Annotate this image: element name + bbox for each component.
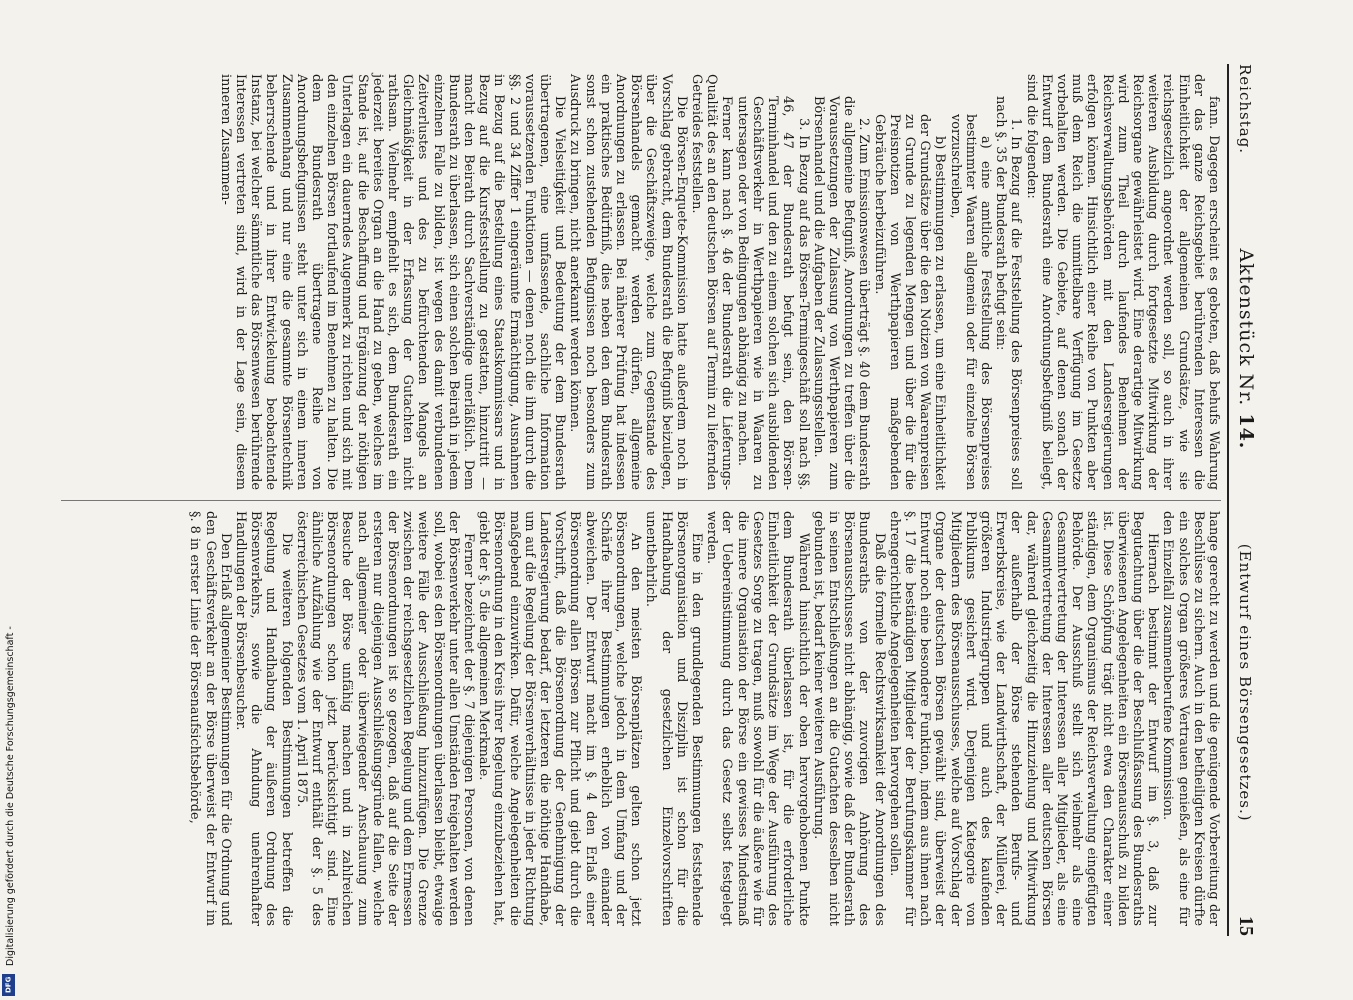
- paragraph: Die Börsen-Enquete-Kommission hatte außerdem noch in Vorschlag gebracht, dem Bundesrath die Befugniß beizulegen, über die Geschäftszweige, welche zum Gegenstande des Börsenhandels gemacht werden dürfen, allgemeine Anordnungen zu erlassen. Bei näherer Prüfung hat indessen ein praktisches Bedürfniß, dies neben den dem Bundesrath sonst schon zustehenden Befugnissen noch besonders zum Ausdruck zu bringen, nicht anerkannt werden können.: [567, 74, 689, 490]
- page-header: [1227, 64, 1257, 936]
- text-columns: [61, 64, 1221, 936]
- paragraph: Hiernach bestimmt der Entwurf im §. 3, daß zur Begutachtung über die der Beschlußfassung des Bundesraths überwiesenen Angelegenheiten ein Börsenausschuß zu bilden ist. Diese Schöpfung trägt nicht etwa den Charakter einer ständigen, dem Organismus der Reichsverwaltung eingefügten Behörde. Der Ausschuß stellt sich vielmehr als eine Gesammtvertretung der Interessen aller Mitglieder, als eine Gesammtvertretung der Interessen aller deutschen Börsen dar, während gleichzeitig die Hinzuziehung und Mitwirkung der außerhalb der Börse stehenden Berufs- und Erwerbskreise, wie der Landwirthschaft, der Müllerei, der größeren Industriegruppen und auch des kaufenden Publikums gesichert wird. Derjenigen Kategorie von Mitgliedern des Börsenausschusses, welche auf Vorschlag der Organe der deutschen Börsen gewählt sind, überweist der Entwurf noch eine besondere Funktion, indem aus ihnen nach §. 17 die beständigen Mitglieder der Berufungskammer für ehrengerichtliche Angelegenheiten hervorgehen sollen.: [886, 511, 1161, 926]
- paragraph: hange gerecht zu werden und die genügende Vorbereitung der Beschlüsse zu sichern. Auch in den betheiligten Kreisen dürfte ein solches Organ größeres Vertrauen genießen, als eine für den Einzelfall zusammenberufene Kommission.: [1160, 511, 1221, 926]
- paragraph: Die weiteren folgenden Bestimmungen betreffen die Regelung und Handhabung der äußeren Ordnung des Börsenverkehrs, sowie die Ahndung unehrenhafter Handlungen der Börsenbesucher.: [233, 511, 294, 926]
- header-right: (Entwurf eines Börsengesetzes.): [1236, 543, 1254, 822]
- paragraph: Ferner kann nach §. 46 der Bundesrath die Lieferungs-Qualität des an den deutschen Börsen auf Termin zu liefernden Getreides feststellen.: [689, 74, 735, 490]
- header-center: [1235, 248, 1257, 449]
- paragraph: Daß die formelle Rechtswirksamkeit der Anordnungen des Bundesraths von der zuvorigen Anhörung des Börsenausschusses nicht abhängig, sowie daß der Bundesrath in seinen Entschließungen an die Gutachten desselben nicht gebunden ist, bedarf keiner weiteren Ausführung.: [810, 511, 887, 926]
- left-column: [61, 64, 1221, 500]
- rotated-document-page: [45, 50, 1265, 950]
- header-document-label: Aktenstück Nr.: [1235, 248, 1257, 407]
- digitization-note: [2, 14, 16, 994]
- numbered-item: 1. In Bezug auf die Feststellung des Börsenpreises soll nach §. 35 der Bundesrath befugt sein:: [993, 96, 1024, 490]
- paragraph: Die Vielseitigkeit und Bedeutung der dem Bundesrath übertragenen, eine umfassende, sachliche Information voraussetzenden Funktionen — denen noch die ihm durch die §§. 2 und 34 Ziffer 1 eingeräumte Ermächtigung, Ausnahmen in Bezug auf die Bestellung eines Staatskommissars und in Bezug auf die Kursfeststellung zu gestatten, hinzutritt — macht den Beirath durch Sachverständige unerläßlich. Dem Bundesrath zu überlassen, sich einen solchen Beirath in jedem einzelnen Falle zu bilden, ist wegen des damit verbundenen Zeitverlustes und des zu befürchtenden Mangels an Gleichmäßigkeit in der Erfassung der Gutachten nicht rathsam. Vielmehr empfiehlt es sich, dem Bundesrath ein jederzeit bereites Organ an die Hand zu geben, welches im Stande ist, auf die Beschaffung und Ergänzung der nöthigen Unterlagen ein dauerndes Augenmerk zu richten und sich mit den einzelnen Börsen fortlaufend im Benehmen zu halten. Die dem Bundesrath übertragene Reihe von Anordnungsbefugnissen steht unter sich in einem inneren Zusammenhang und nur eine die gesammte Börsentechnik beherrschende und in ihrer Entwickelung beobachtende Instanz, bei welcher sämmtliche das Börsenwesen berührende Interessen vertreten sind, wird in der Lage sein, diesem inneren Zusammen-: [217, 74, 568, 490]
- paragraph: Ferner bezeichnet der §. 7 diejenigen Personen, von denen der Börsenverkehr unter allen Umständen freigehalten werden soll, wobei es den Börsenordnungen überlassen bleibt, etwaige weitere Fälle der Ausschließung hinzuzufügen. Die Grenze zwischen der reichsgesetzlichen Regelung und dem Ermessen der Börsenordnungen ist so gezogen, daß auf die Seite der ersteren nur diejenigen Ausschließungsgründe fallen, welche nach allgemeiner oder überwiegender Anschauung zum Besuche der Börse unfähig machen und in zahlreichen Börsenordnungen schon jetzt berücksichtigt sind. Eine ähnliche Aufzählung wie der Entwurf enthält der §. 5 des österreichischen Gesetzes vom 1. April 1875.: [293, 511, 477, 926]
- paragraph: Den Erlaß allgemeiner Bestimmungen für die Ordnung und den Geschäftsverkehr an der Börse überweist der Entwurf im §. 8 in erster Linie der Börsenaufsichtsbehörde,: [187, 511, 233, 926]
- header-document-number: 14.: [1235, 413, 1257, 450]
- header-left: Reichstag.: [1236, 64, 1254, 155]
- numbered-item: 3. In Bezug auf das Börsen-Termingeschäft soll nach §§. 46, 47 der Bundesrath befugt sein, den Börsen-Terminhandel und den zu einem solchen sich ausbildenden Geschäftsverkehr in Werthpapieren wie in Waaren zu untersagen oder von Bedingungen abhängig zu machen.: [734, 96, 811, 490]
- paragraph: An den meisten Börsenplätzen gelten schon jetzt Börsenordnungen, welche jedoch in dem Umfang und der Schärfe ihrer Bestimmungen erheblich von einander abweichen. Der Entwurf macht im §. 4 den Erlaß einer Börsenordnung allen Börsen zur Pflicht und giebt durch die Vorschrift, daß die Börsenordnung der Genehmigung der Landesregierung bedarf, der letzteren die nöthige Handhabe, um auf die Regelung der Börsenverhältnisse in jeder Richtung maßgebend einzuwirken. Dafür, welche Angelegenheiten die Börsenordnung in den Kreis ihrer Regelung einzubeziehen hat, giebt der §. 5 die allgemeinen Merkmale.: [476, 511, 644, 926]
- attribution-text: Digitalisierung gefördert durch die Deutsche Forschungsgemeinschaft -: [5, 626, 16, 966]
- paragraph: fann. Dagegen erscheint es geboten, daß behufs Wahrung der das ganze Reichsgebiet berührenden Interessen die Einheitlichkeit der allgemeinen Grundsätze, wie sie reichsgesetzlich angeordnet werden soll, so auch in ihrer weiteren Ausbildung durch fortgesetzte Mitwirkung der Reichsorgane gewährleistet wird. Eine derartige Mitwirkung wird zum Theil durch laufendes Benehmen der Reichsverwaltungsbehörden mit den Landesregierungen erfolgen können. Hinsichtlich einer Reihe von Punkten aber muß dem Reich die unmittelbare Verfügung im Gesetze vorbehalten werden. Die Gebiete, auf denen sonach der Entwurf dem Bundesrath eine Anordnungsbefugniß beilegt, sind die folgenden:: [1023, 74, 1221, 490]
- right-column: [61, 500, 1221, 936]
- numbered-item: 2. Zum Emissionswesen überträgt §. 40 dem Bundesrath die allgemeine Befugniß, Anordnungen zu treffen über die Voraussetzungen der Zulassung von Werthpapieren zum Börsenhandel und die Aufgaben der Zulassungsstellen.: [810, 96, 872, 490]
- page-number: 15: [1235, 915, 1257, 936]
- paragraph: Während hinsichtlich der oben hervorgehobenen Punkte dem Bundesrath überlassen ist, für die erforderliche Einheitlichkeit der Grundsätze im Wege der Ausführung des Gesetzes Sorge zu tragen, muß sowohl für die äußere wie für die innere Organisation der Börse ein gewisses Mindestmaß der Uebereinstimmung durch das Gesetz selbst festgelegt werden.: [704, 511, 811, 926]
- lettered-subitem: b) Bestimmungen zu erlassen, um eine Einheitlichkeit der Grundsätze über die den Notizen von Waarenpreisen zu Grunde zu legenden Mengen und über die für die Preisnotizen von Werthpapieren maßgebenden Gebräuche herbeizuführen.: [871, 114, 948, 490]
- dfg-logo: DFG: [2, 974, 15, 996]
- paragraph: Eine in den grundlegenden Bestimmungen feststehende Börsenorganisation und Disziplin ist schon für die Handhabung der gesetzlichen Einzelvorschriften unentbehrlich.: [643, 511, 705, 926]
- lettered-subitem: a) eine amtliche Feststellung des Börsenpreises bestimmter Waaren allgemein oder für einzelne Börsen vorzuschreiben,: [947, 114, 993, 490]
